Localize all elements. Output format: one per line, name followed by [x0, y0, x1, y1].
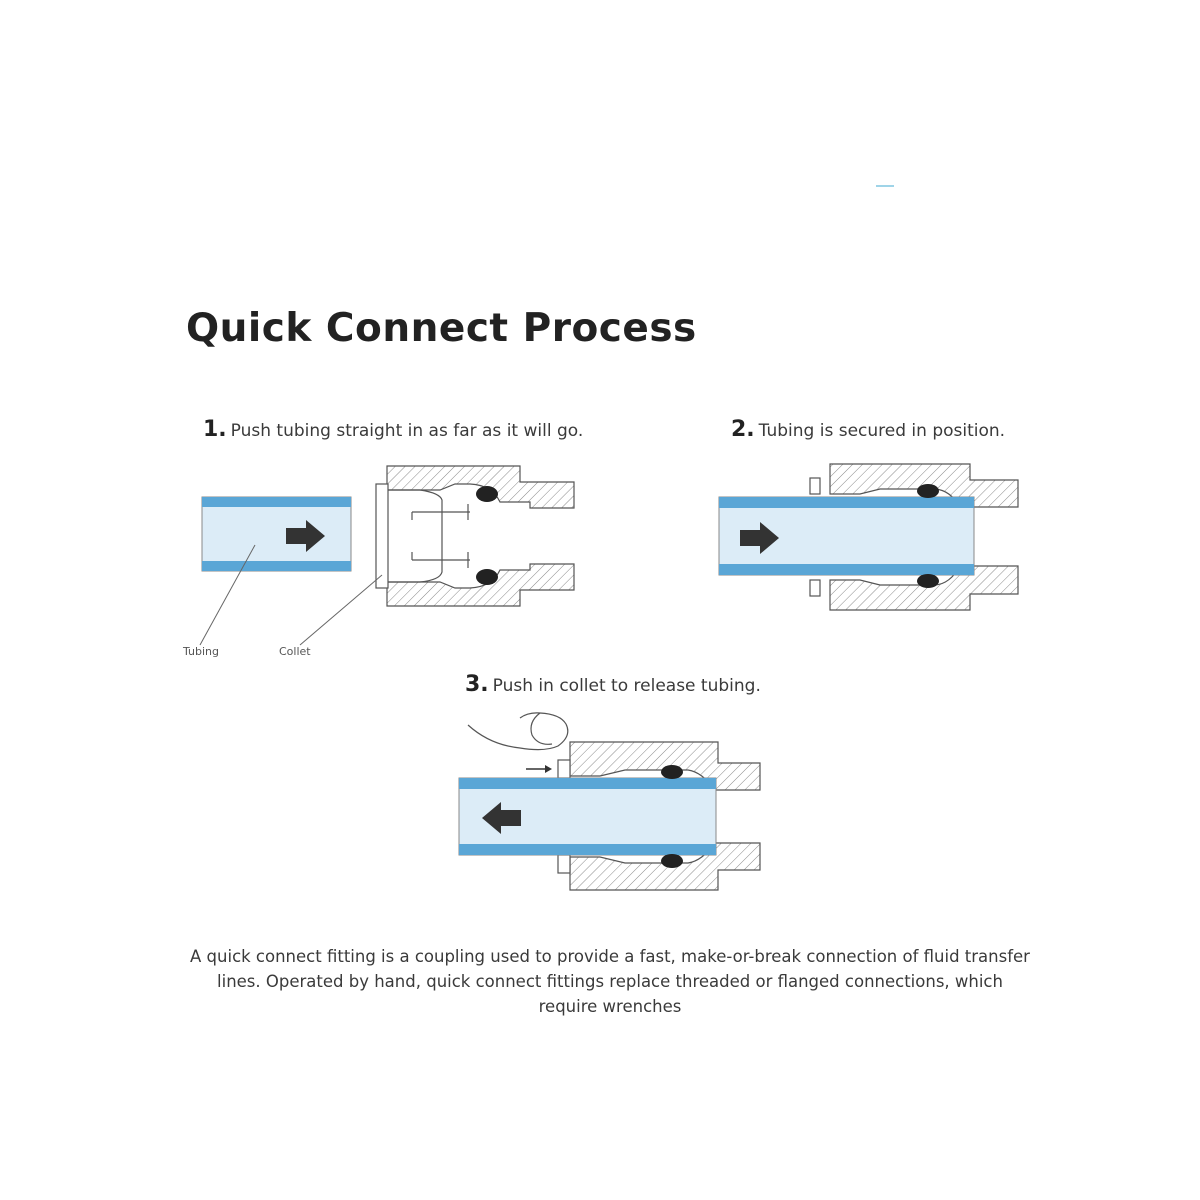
collet-label: Collet: [279, 645, 311, 658]
finger-icon: [468, 713, 568, 750]
tubing-label: Tubing: [183, 645, 220, 658]
step-2-diagram: [719, 464, 1018, 610]
step-3-push-arrow-icon: [526, 765, 552, 773]
step-3-collet-ring: [558, 760, 570, 778]
step-3-number: 3.: [465, 672, 489, 697]
step-1-oring-top: [476, 486, 498, 502]
step-3-text: Push in collet to release tubing.: [492, 676, 761, 696]
step-1-oring-bottom: [476, 569, 498, 585]
step-3-oring-top: [661, 765, 683, 779]
step-2-oring-bottom: [917, 574, 939, 588]
step-1-number: 1.: [203, 417, 227, 442]
step-1-collet: [376, 484, 470, 588]
step-3-collet-ring-bottom: [558, 855, 570, 873]
step-2-number: 2.: [731, 417, 755, 442]
collet-leader-line: [300, 575, 382, 645]
step-3-oring-bottom: [661, 854, 683, 868]
step-1-fitting-body-top: [387, 466, 574, 508]
step-2-collet-ring-bottom: [810, 580, 820, 596]
step-2-text: Tubing is secured in position.: [758, 421, 1006, 441]
step-1-fitting-body-bottom: [387, 564, 574, 606]
step-1-text: Push tubing straight in as far as it will go.: [230, 421, 584, 441]
step-1-diagram: [200, 466, 574, 645]
step-1-tubing: [202, 497, 351, 571]
step-2-collet-ring: [810, 478, 820, 494]
step-3-diagram: [459, 713, 760, 890]
description-paragraph: A quick connect fitting is a coupling used to provide a fast, make-or-break connection of fluid transfer lines. Operated by hand, quick connect fittings replace threaded or flanged connections, which require wrenches: [190, 947, 1030, 1016]
step-2-oring-top: [917, 484, 939, 498]
page-title: Quick Connect Process: [186, 306, 697, 351]
